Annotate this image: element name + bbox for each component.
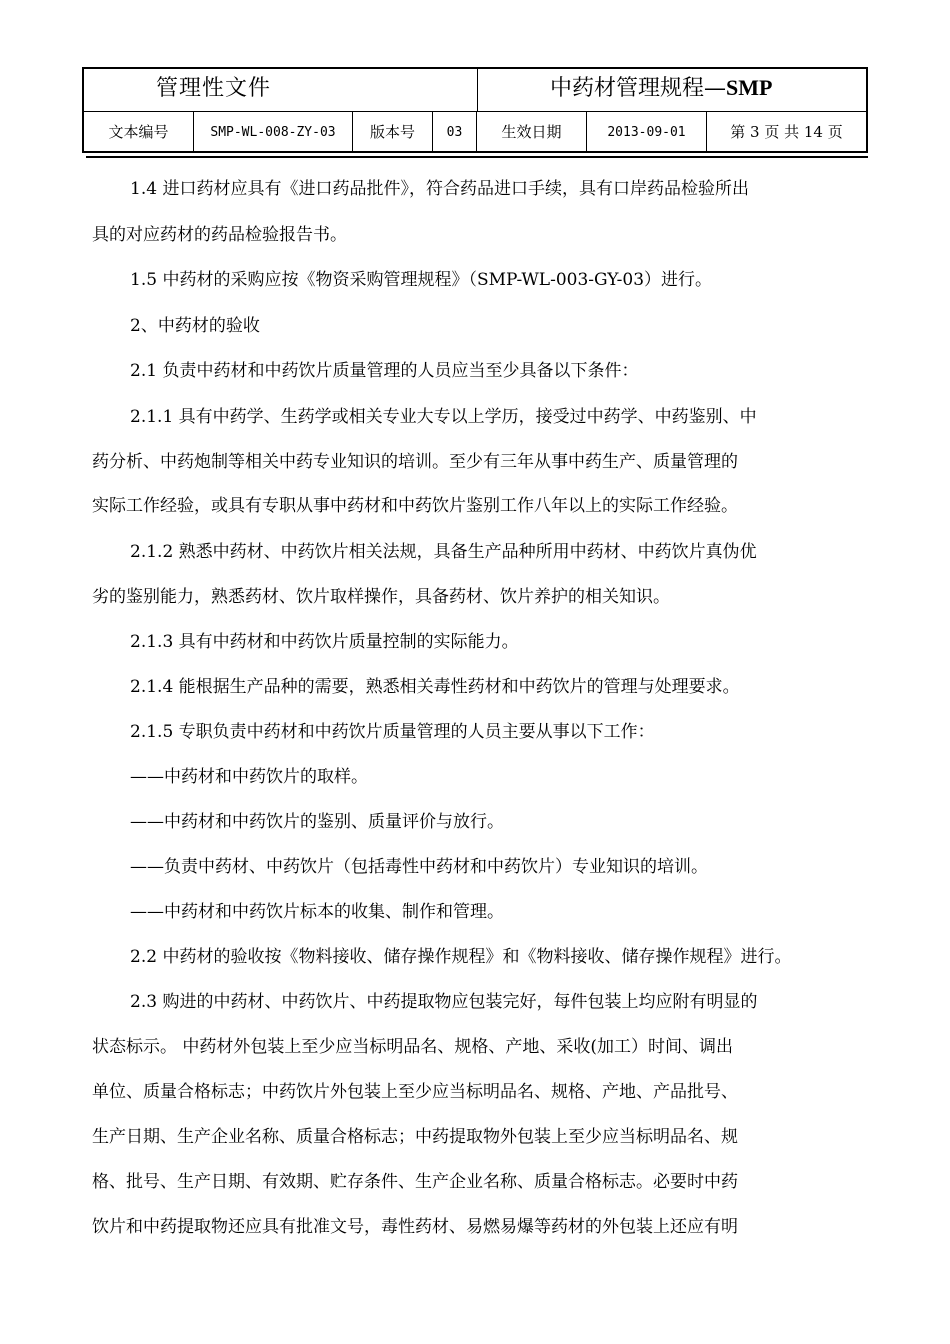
text-line: 具的对应药材的药品检验报告书。 (92, 225, 347, 245)
text-line: 劣的鉴别能力，熟悉药材、饮片取样操作，具备药材、饮片养护的相关知识。 (92, 587, 670, 607)
version-value: 03 (433, 112, 477, 153)
text-line: 2.1.3 具有中药材和中药饮片质量控制的实际能力。 (130, 632, 519, 652)
text-line: 2.1.1 具有中药学、生药学或相关专业大专以上学历，接受过中药学、中药鉴别、中 (130, 407, 757, 427)
text-line: 饮片和中药提取物还应具有批准文号，毒性药材、易燃易爆等药材的外包装上还应有明 (92, 1217, 738, 1237)
text-line: 1.5 中药材的采购应按《物资采购管理规程》（SMP-WL-003-GY-03）进行。 (130, 270, 713, 290)
text-line: 格、批号、生产日期、有效期、贮存条件、生产企业名称、质量合格标志。必要时中药 (92, 1172, 738, 1192)
header-info-row (84, 112, 866, 153)
header-divider (477, 69, 478, 112)
text-line: 2.1.4 能根据生产品种的需要，熟悉相关毒性药材和中药饮片的管理与处理要求。 (130, 677, 740, 697)
text-line: 2.3 购进的中药材、中药饮片、中药提取物应包装完好，每件包装上均应附有明显的 (130, 992, 758, 1012)
doc-no-label: 文本编号 (84, 112, 194, 153)
section-heading: 2、中药材的验收 (130, 316, 260, 336)
version-label: 版本号 (353, 112, 433, 153)
header-underline (86, 156, 868, 158)
text-line: 2.1.2 熟悉中药材、中药饮片相关法规，具备生产品种所用中药材、中药饮片真伪优 (130, 542, 757, 562)
text-line: 2.1.5 专职负责中药材和中药饮片质量管理的人员主要从事以下工作： (130, 722, 655, 742)
header-title-row (84, 69, 866, 112)
text-line: 2.2 中药材的验收按《物料接收、储存操作规程》和《物料接收、储存操作规程》进行。 (130, 947, 792, 967)
text-line: ——负责中药材、中药饮片（包括毒性中药材和中药饮片）专业知识的培训。 (130, 857, 708, 877)
doc-no-value: SMP-WL-008-ZY-03 (194, 112, 353, 153)
text-line: 单位、质量合格标志；中药饮片外包装上至少应当标明品名、规格、产地、产品批号、 (92, 1082, 738, 1102)
text-line: 生产日期、生产企业名称、质量合格标志；中药提取物外包装上至少应当标明品名、规 (92, 1127, 738, 1147)
text-line: 药分析、中药炮制等相关中药专业知识的培训。至少有三年从事中药生产、质量管理的 (92, 452, 738, 472)
text-line: 实际工作经验，或具有专职从事中药材和中药饮片鉴别工作八年以上的实际工作经验。 (92, 496, 738, 516)
document-title-cn: 中药材管理规程— (550, 76, 727, 101)
effective-date-label: 生效日期 (477, 112, 587, 153)
effective-date-value: 2013-09-01 (587, 112, 707, 153)
text-line: ——中药材和中药饮片标本的收集、制作和管理。 (130, 902, 504, 922)
text-line: 2.1 负责中药材和中药饮片质量管理的人员应当至少具备以下条件： (130, 361, 639, 381)
document-category-title: 管理性文件 (156, 76, 272, 101)
document-title (550, 71, 772, 102)
text-line: 1.4 进口药材应具有《进口药品批件》，符合药品进口手续，具有口岸药品检验所出 (130, 179, 749, 199)
text-line: ——中药材和中药饮片的鉴别、质量评价与放行。 (130, 812, 504, 832)
document-title-en: SMP (726, 75, 773, 100)
document-header-table (82, 67, 868, 153)
page-info: 第 3 页 共 14 页 (730, 123, 843, 141)
text-line: 状态标示。 中药材外包装上至少应当标明品名、规格、产地、采收(加工）时间、调出 (92, 1037, 734, 1057)
text-line: ——中药材和中药饮片的取样。 (130, 767, 368, 787)
